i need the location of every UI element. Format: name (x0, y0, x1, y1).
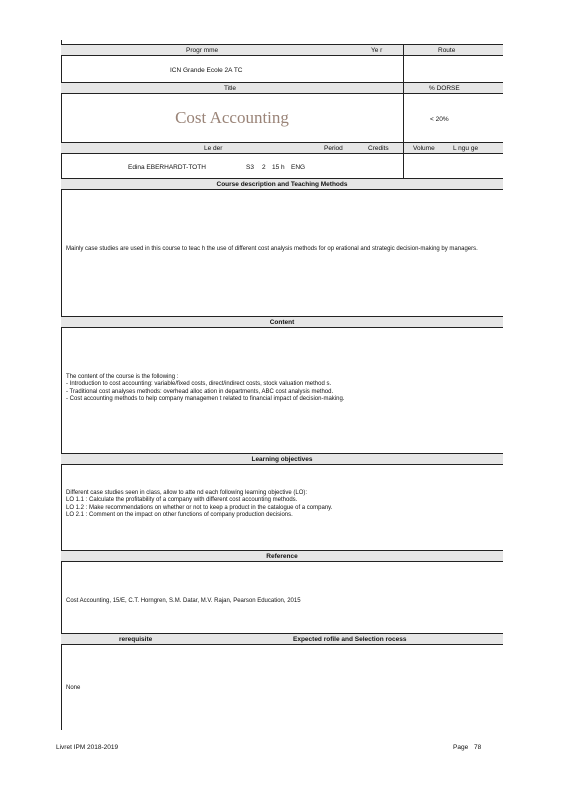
leader-label: Le der (204, 145, 223, 152)
prerequisite-heading: rerequisite (119, 636, 153, 643)
title-header-row (61, 82, 503, 94)
description-heading: Course description and Teaching Methods (216, 181, 348, 188)
volume-value: 15 h (272, 164, 285, 171)
prerequisite-text: None (66, 685, 81, 691)
credits-value: 2 (262, 164, 266, 171)
period-label: Period (324, 145, 343, 152)
dorse-label: % DORSE (429, 85, 460, 92)
programme-header-row (61, 44, 503, 56)
prerequisite-header (61, 633, 503, 645)
leader-value: Edina EBERHARDT-TOTH (128, 164, 206, 171)
title-label: Title (224, 85, 237, 92)
reference-text: Cost Accounting, 15/E, C.T. Horngren, S.M. Datar, M.V. Rajan, Pearson Education, 2015 (66, 598, 301, 604)
programme-value: ICN Grande Ecole 2A TC (170, 67, 243, 74)
footer-page-number: 78 (474, 744, 482, 751)
reference-header (61, 550, 503, 562)
content-header (61, 316, 503, 328)
content-text: The content of the course is the following : - Introduction to cost accounting: variable/fixed costs, direct/indirect costs, stock valuation method s. - Traditional cost analyses methods: overhead alloc ation in departments, ABC cost analysis method. - Cost accounting methods to help company managemen t related to financial impact of decision-making. (66, 374, 345, 402)
objectives-text: Different case studies seen in class, allow to atte nd each following learning objective (LO): LO 1.1 : Calculate the profitability of a company with different cost accounting methods. LO 1.2 : Make recommendations on whether or not to keep a product in the catalogue of a company. LO 2.1 : Comment on the impact on other functions of company production decisions. (66, 490, 333, 518)
description-text: Mainly case studies are used in this course to teac h the use of different cost analysis methods for op erational and strategic decision-making by managers. (66, 246, 478, 252)
route-label: Route (438, 47, 456, 54)
leader-header-row (61, 142, 503, 154)
language-label: L ngu ge (453, 145, 479, 152)
column-divider (403, 44, 404, 82)
dorse-value: < 20% (430, 116, 449, 123)
objectives-heading: Learning objectives (251, 456, 313, 463)
footer-page-label: Page (453, 744, 469, 751)
column-divider (403, 82, 404, 142)
reference-heading: Reference (266, 553, 298, 560)
profile-heading: Expected rofile and Selection rocess (293, 636, 407, 643)
language-value: ENG (291, 164, 306, 171)
year-label: Ye r (371, 47, 383, 54)
objectives-header (61, 453, 503, 465)
programme-label: Progr mme (186, 47, 219, 54)
column-divider (403, 142, 404, 178)
description-header (61, 178, 503, 190)
content-heading: Content (269, 319, 295, 326)
course-title: Cost Accounting (175, 108, 289, 127)
footer-booklet: Livret IPM 2018-2019 (56, 744, 119, 751)
volume-label: Volume (413, 145, 435, 152)
credits-label: Credits (368, 145, 389, 152)
period-value: S3 (246, 164, 254, 171)
